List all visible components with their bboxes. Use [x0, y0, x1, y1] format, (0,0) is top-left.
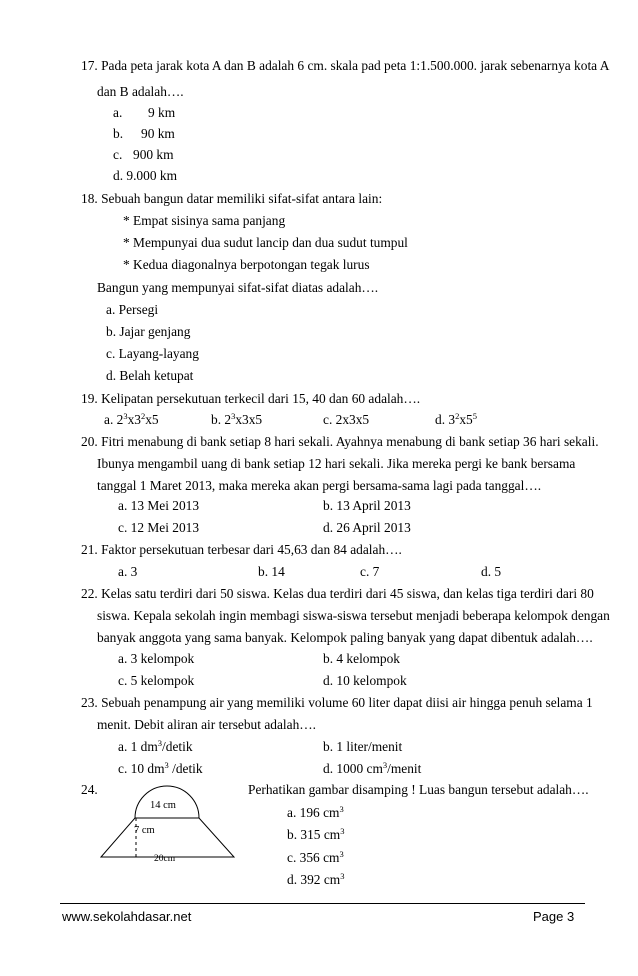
q24-prompt: Perhatikan gambar disamping ! Luas bangun tersebut adalah…. [248, 782, 589, 797]
q17-stem: 17. Pada peta jarak kota A dan B adalah 6 cm. skala pad peta 1:1.500.000. jarak sebenarnya kota A [81, 58, 610, 73]
q22-option-b: b. 4 kelompok [323, 651, 400, 666]
q17-stem-cont: dan B adalah…. [97, 84, 184, 99]
q17-option-c-key: c. [113, 147, 123, 162]
q19-option-a: a. $2^3x3^2x5$ [104, 411, 159, 427]
q18-property-1: * Empat sisinya sama panjang [123, 213, 286, 228]
q23-option-d: d. 1000 $cm^3$/menit [323, 760, 422, 776]
q24-option-c: c. 356 $cm^3$ [287, 849, 344, 865]
q18-option-b: b. Jajar genjang [106, 324, 191, 339]
q18-property-2: * Mempunyai dua sudut lancip dan dua sudut tumpul [123, 235, 408, 250]
q18-question: Bangun yang mempunyai sifat-sifat diatas adalah…. [97, 280, 379, 295]
q17-option-d: d. 9.000 km [113, 168, 177, 183]
q22-stem: 22. Kelas satu terdiri dari 50 siswa. Kelas dua terdiri dari 45 siswa, dan kelas tiga terdiri dari 80 [81, 586, 594, 601]
q21-stem: 21. Faktor persekutuan terbesar dari 45,63 dan 84 adalah…. [81, 542, 402, 557]
footer-page-number: Page 3 [533, 909, 575, 924]
q24-number: 24. [81, 782, 98, 797]
q22-option-a: a. 3 kelompok [118, 651, 195, 666]
figure-height-label: 7 cm [134, 825, 155, 836]
q23-stem: 23. Sebuah penampung air yang memiliki volume 60 liter dapat diisi air hingga penuh selama 1 [81, 695, 593, 710]
q20-option-b: b. 13 April 2013 [323, 498, 411, 513]
q17-option-c: 900 km [133, 147, 174, 162]
q24-figure [100, 783, 240, 863]
q20-option-c: c. 12 Mei 2013 [118, 520, 200, 535]
q20-stem-cont-1: Ibunya mengambil uang di bank setiap 12 hari sekali. Jika mereka pergi ke bank bersama [97, 456, 576, 471]
q19-option-d: d. $3^2x5^5$ [435, 411, 477, 427]
trapezoid-semicircle-drawing [100, 783, 240, 863]
q17-option-a: 9 km [148, 105, 176, 120]
q19-option-c: c. 2x3x5 [323, 412, 370, 427]
footer-website: www.sekolahdasar.net [62, 909, 192, 924]
q20-stem: 20. Fitri menabung di bank setiap 8 hari sekali. Ayahnya menabung di bank setiap 36 hari sekali. [81, 434, 599, 449]
q22-option-c: c. 5 kelompok [118, 673, 195, 688]
q18-stem: 18. Sebuah bangun datar memiliki sifat-sifat antara lain: [81, 191, 383, 206]
q19-stem: 19. Kelipatan persekutuan terkecil dari 15, 40 dan 60 adalah…. [81, 391, 421, 406]
q24-option-b: b. 315 $cm^3$ [287, 826, 345, 842]
q21-option-c: c. 7 [360, 564, 380, 579]
q22-stem-cont-2: banyak anggota yang sama banyak. Kelompok paling banyak yang dapat dibentuk adalah…. [97, 630, 593, 645]
q21-option-a: a. 3 [118, 564, 138, 579]
q20-stem-cont-2: tanggal 1 Maret 2013, maka mereka akan pergi bersama-sama lagi pada tanggal…. [97, 478, 542, 493]
q17-option-a-key: a. [113, 105, 123, 120]
q22-option-d: d. 10 kelompok [323, 673, 407, 688]
q23-stem-cont: menit. Debit aliran air tersebut adalah…. [97, 717, 317, 732]
q20-option-d: d. 26 April 2013 [323, 520, 411, 535]
q18-option-d: d. Belah ketupat [106, 368, 194, 383]
q23-option-a: a. 1 $dm^3$/detik [118, 738, 193, 754]
q21-option-d: d. 5 [481, 564, 502, 579]
q24-option-a: a. 196 $cm^3$ [287, 804, 344, 820]
q18-option-c: c. Layang-layang [106, 346, 199, 361]
q17-option-b-key: b. [113, 126, 124, 141]
figure-base-label: 20cm [154, 854, 176, 864]
q22-stem-cont-1: siswa. Kepala sekolah ingin membagi siswa-siswa tersebut menjadi beberapa kelompok dengan [97, 608, 610, 623]
q17-option-b: 90 km [141, 126, 175, 141]
q20-option-a: a. 13 Mei 2013 [118, 498, 200, 513]
q23-option-c: c. 10 $dm^3$ /detik [118, 760, 203, 776]
figure-top-label: 14 cm [150, 800, 176, 811]
q24-option-d: d. 392 $cm^3$ [287, 871, 345, 887]
q18-property-3: * Kedua diagonalnya berpotongan tegak lurus [123, 257, 370, 272]
q19-option-b: b. $2^3x3x5$ [211, 411, 263, 427]
q18-option-a: a. Persegi [106, 302, 159, 317]
q23-option-b: b. 1 liter/menit [323, 739, 403, 754]
trapezoid-outline [101, 818, 234, 857]
footer-divider [60, 903, 585, 904]
q21-option-b: b. 14 [258, 564, 285, 579]
